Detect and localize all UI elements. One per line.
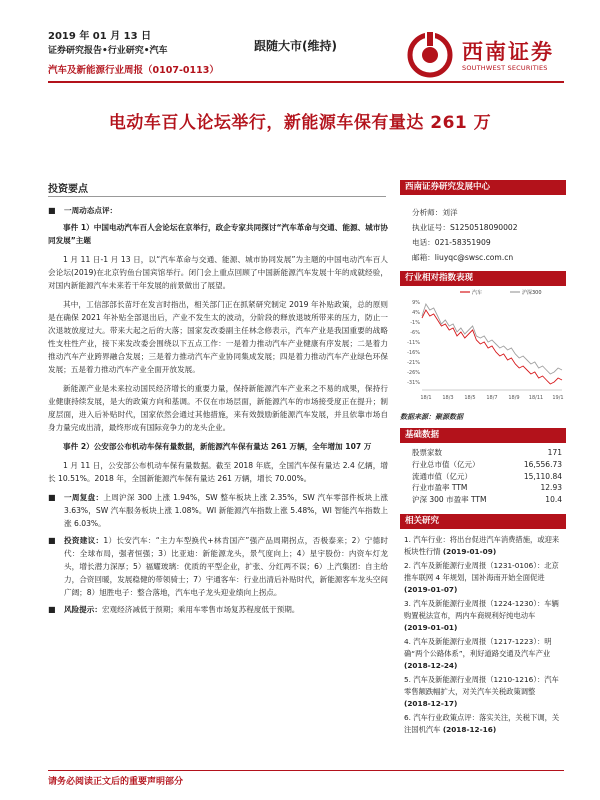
x-tick-label: 18/1	[420, 395, 432, 401]
header-divider	[48, 81, 564, 83]
y-tick-label: -11%	[407, 340, 420, 346]
chart-box-header: 行业相对指数表现	[400, 271, 566, 286]
risk-bullet	[48, 603, 388, 616]
logo-text-cn: 西南证券	[462, 39, 554, 64]
basic-data-row	[400, 494, 566, 506]
basic-data-row	[400, 482, 566, 494]
related-research-date: (2018-12-24)	[404, 661, 458, 670]
analyst-name: 分析师：刘洋	[400, 205, 566, 220]
chart-box	[400, 271, 566, 422]
basic-data-key: 流通市值（亿元）	[412, 471, 472, 481]
x-tick-label: 18/7	[486, 395, 498, 401]
related-research-header: 相关研究	[400, 514, 566, 529]
basic-data-key: 沪深 300 市盈率 TTM	[412, 495, 487, 505]
x-tick-label: 18/5	[464, 395, 476, 401]
weekly-review-label: 一周动态点评：	[64, 206, 118, 215]
bullet-icon: ■	[48, 206, 56, 215]
report-name: 汽车及新能源行业周报（0107-0113）	[48, 65, 219, 76]
investment-label: 投资建议：	[64, 536, 104, 545]
bullet-icon: ■	[48, 493, 56, 502]
related-research-item[interactable]	[404, 560, 564, 596]
basic-data-value: 12.93	[540, 483, 562, 493]
weekly-review-bullet	[48, 204, 388, 217]
basic-data-value: 171	[547, 448, 562, 457]
footer-divider	[48, 770, 564, 771]
basic-data-key: 行业市盈率 TTM	[412, 483, 468, 493]
y-tick-label: -1%	[410, 320, 420, 326]
analyst-email[interactable]: 邮箱：liuyqc@swsc.com.cn	[400, 250, 566, 265]
analyst-box	[400, 180, 566, 265]
page-title: 电动车百人论坛举行，新能源车保有量达 261 万	[108, 113, 492, 133]
related-research-item[interactable]	[404, 636, 564, 672]
paragraph-3: 新能源产业是未来拉动国民经济增长的重要力量，保持新能源汽车产业来之不易的成果，保持行业健康持续发展，是大的政策方向和基调。不仅在市场层面，新能源汽车的市场接受度正在提升；制度层面，进入后补贴时代，国家依然会通过其他措施，来有效鼓励新能源汽车发展，并且依靠市场自身力量完成出清，最终形成有国际竞争力的龙头企业。	[48, 384, 388, 432]
y-tick-label: -26%	[407, 370, 420, 376]
legend-label: 汽车	[472, 290, 483, 296]
report-date: 2019 年 01 月 13 日	[48, 31, 152, 42]
report-category: 证券研究报告•行业研究•汽车	[48, 46, 168, 56]
bullet-icon: ■	[48, 536, 56, 545]
related-research-item[interactable]	[404, 534, 564, 558]
related-research-item[interactable]	[404, 712, 564, 736]
basic-data-key: 行业总市值（亿元）	[412, 459, 480, 469]
section-heading: 投资要点	[48, 184, 88, 195]
related-research-item[interactable]	[404, 674, 564, 710]
analyst-license: 执业证号：S1250518090002	[400, 220, 566, 235]
x-tick-label: 19/1	[552, 395, 564, 401]
analyst-phone: 电话：021-58351909	[400, 235, 566, 250]
analyst-box-header: 西南证券研究发展中心	[400, 180, 566, 195]
y-tick-label: -31%	[407, 380, 420, 386]
logo-emblem-icon	[404, 32, 456, 78]
investment-text: 1）长安汽车：“主力车型换代+林肯国产”强产品周期拐点，否极泰来；2）宁德时代：全球布局，强者恒强；3）比亚迪：新能源龙头，景气度向上；4）星宇股份：内资车灯龙头，增长潜力深厚；5）福耀玻璃：优质的平型企业，扩张、分红两不误；6）上汽集团：自主给力，合资回暖，发展稳健的带领骑士；7）宇通客车：行业出清后补贴时代，新能源客车龙头空间广阔；8）旭胜电子：整合落地，汽车电子龙头迎业绩向上拐点。	[64, 536, 389, 597]
related-research-title[interactable]: 2. 汽车及新能源行业周报（1231-0106）：北京推车联网 4 年规划，国补海南开始全面促进	[404, 561, 559, 582]
basic-data-value: 15,110.84	[523, 471, 562, 481]
logo-text-en: SOUTHWEST SECURITIES	[462, 64, 548, 72]
related-research-box	[400, 514, 566, 738]
related-research-date: (2018-12-17)	[404, 699, 458, 708]
section-divider	[48, 196, 386, 197]
legend-label: 沪深300	[522, 290, 542, 296]
basic-data-value: 10.4	[545, 495, 562, 505]
weekly-recap-bullet	[48, 491, 388, 530]
y-tick-label: -16%	[407, 350, 420, 356]
related-research-date: (2019-01-07)	[404, 585, 458, 594]
investment-bullet	[48, 534, 388, 599]
basic-data-value: 16,556.73	[523, 459, 562, 469]
basic-data-key: 股票家数	[412, 448, 442, 457]
event-1-heading: 事件 1）中国电动汽车百人会论坛在京举行，政企专家共同探讨“汽车革命与交通、能源、城市协同发展”主题	[48, 223, 388, 245]
series-line-1	[422, 304, 562, 374]
main-text-column	[48, 200, 388, 620]
y-tick-label: 9%	[412, 300, 420, 306]
series-line-0	[422, 310, 562, 384]
related-research-title[interactable]: 5. 汽车及新能源行业周报（1210-1216）：汽车零售额跌幅扩大，对关汽车关税政策调整	[404, 675, 559, 696]
y-tick-label: 4%	[412, 310, 420, 316]
y-tick-label: -21%	[407, 360, 420, 366]
y-tick-label: -6%	[410, 330, 420, 336]
related-research-title[interactable]: 1. 汽车行业：将出台促进汽车消费措施，或迎来板块性行情	[404, 535, 560, 556]
weekly-recap-label: 一周复盘：	[64, 493, 104, 502]
related-research-date: (2018-12-16)	[442, 725, 497, 734]
paragraph-1: 1 月 11 日-1 月 13 日，以“汽车革命与交通、能源、城市协同发展”为主题的中国电动汽车百人会论坛(2019)在北京钓鱼台国宾馆举行。闭门会上重点回顾了中国新能源汽车发展十年的成就经验，对国内新能源汽车未来若干年发展的前景做出了展望。	[48, 255, 388, 290]
related-research-date: (2019-01-01)	[404, 623, 458, 632]
related-research-title[interactable]: 3. 汽车及新能源行业周报（1224-1230）：车辆购置税法宣布，两内车商规利好纯电动车	[404, 599, 559, 620]
risk-text: 宏观经济减低于预期；乘用车零售市场复苏程度低于预期。	[101, 605, 300, 614]
bullet-icon: ■	[48, 605, 56, 614]
weekly-recap-text: 上周沪深 300 上涨 1.94%，SW 整车板块上涨 2.35%，SW 汽车零部件板块上涨 3.63%，SW 汽车服务板块上涨 1.08%。WI 新能源汽车指数上涨 5.48%，WI 智能汽车指数上涨 6.03%。	[64, 493, 388, 528]
x-tick-label: 18/11	[528, 395, 544, 401]
basic-data-row	[400, 459, 566, 471]
company-logo	[404, 32, 564, 78]
rating: 跟随大市(维持)	[254, 39, 337, 53]
footer-disclaimer: 请务必阅读正文后的重要声明部分	[48, 777, 184, 787]
x-tick-label: 18/3	[442, 395, 454, 401]
paragraph-2: 其中，工信部部长苗圩在发言时指出，相关部门正在抓紧研究制定 2019 年补贴政策，总的原则是在确保 2021 年补贴全部退出后，产业不发生太的波动，分阶段的释放退坡所带来的压力，防止一次退坡放度过大。带来大起之后的大落；国家发改委副主任林念修表示，汽车产业是我国重要的战略性支柱性产业，接下来发改委会围绕以下五点工作：一是着力推动汽车产业健康有序发展；二是着力推动汽车产业跨界融合发展；三是着力推动汽车产业协同集成发展；四是着力推动汽车产业绿色环保发展；五是着力推动汽车产业全面开放发展。	[48, 300, 388, 374]
related-research-item[interactable]	[404, 598, 564, 634]
basic-data-row	[400, 447, 566, 459]
risk-label: 风险提示：	[64, 605, 102, 614]
x-tick-label: 18/9	[508, 395, 520, 401]
chart-source: 数据来源：聚源数据	[400, 413, 463, 421]
related-research-date: (2019-01-09)	[442, 547, 497, 556]
event-2-heading: 事件 2）公安部公布机动车保有量数据，新能源汽车保有量达 261 万辆，全年增加 107 万	[63, 442, 372, 451]
related-research-title[interactable]: 4. 汽车及新能源行业周报（1217-1223）：明确“两个公路体系”，利好道路交通及汽车产业	[404, 637, 552, 658]
related-research-title[interactable]: 6. 汽车行业政策点评：落实关注，关税下调，关注国机汽车	[404, 713, 560, 734]
paragraph-4: 1 月 11 日，公安部公布机动车保有量数据。截至 2018 年底，全国汽车保有量达 2.4 亿辆，增长 10.51%。2018 年，全国新能源汽车保有量达 261 万辆，增长 70.00%。	[48, 461, 388, 483]
basic-data-header: 基础数据	[400, 428, 566, 443]
relative-index-chart	[400, 286, 566, 408]
basic-data-row	[400, 471, 566, 483]
basic-data-box	[400, 428, 566, 506]
